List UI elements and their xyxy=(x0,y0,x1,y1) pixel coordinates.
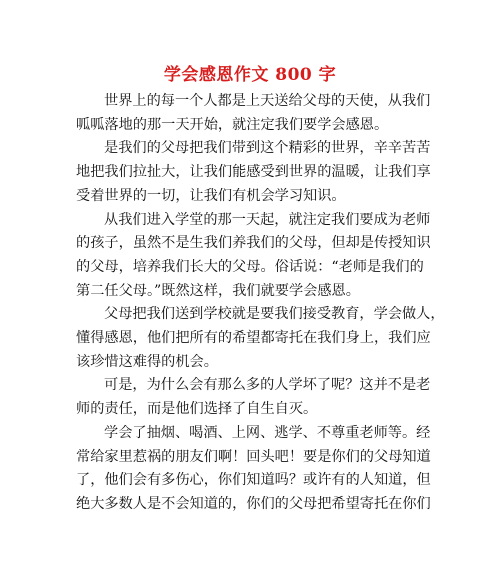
text-line: 学会了抽烟、喝酒、上网、逃学、不尊重老师等。经 xyxy=(104,424,431,441)
text-line: 地把我们拉扯大，让我们能感受到世界的温暖，让我们享 xyxy=(76,164,431,181)
text-line: 受着世界的一切，让我们有机会学习知识。 xyxy=(76,187,346,204)
text-line: 该珍惜这难得的机会。 xyxy=(76,353,218,370)
text-line: 第二任父母。”既然这样，我们就要学会感恩。 xyxy=(76,282,360,299)
text-line: 父母把我们送到学校就是要我们接受教育，学会做人， xyxy=(104,306,445,323)
document-title: 学会感恩作文 800 字 xyxy=(163,65,337,85)
text-line: 师的责任，而是他们选择了自生自灭。 xyxy=(76,401,318,418)
paragraph xyxy=(76,137,431,208)
text-line: 可是，为什么会有那么多的人学坏了呢？这并不是老 xyxy=(104,377,431,394)
text-line: 的父母，培养我们长大的父母。俗话说：“老师是我们的 xyxy=(76,258,424,275)
text-line: 懂得感恩，他们把所有的希望都寄托在我们身上，我们应 xyxy=(76,330,431,347)
text-line: 绝大多数人是不会知道的，你们的父母把希望寄托在你们 xyxy=(76,495,431,512)
paragraph xyxy=(76,209,431,304)
text-line: 是我们的父母把我们带到这个精彩的世界，辛辛苦苦 xyxy=(104,140,431,157)
paragraph xyxy=(76,303,445,374)
text-line: 了，他们会有多伤心，你们知道吗？或许有的人知道，但 xyxy=(76,472,431,489)
text-line: 常给家里惹祸的朋友们啊！回头吧！要是你们的父母知道 xyxy=(76,448,431,465)
document-body xyxy=(76,90,445,517)
paragraph xyxy=(76,90,431,137)
text-line: 从我们进入学堂的那一天起，就注定我们要成为老师 xyxy=(104,211,431,228)
paragraph xyxy=(76,374,431,421)
text-line: 的孩子，虽然不是生我们养我们的父母，但却是传授知识 xyxy=(76,235,431,252)
paragraph xyxy=(76,422,431,517)
text-line: 呱呱落地的那一天开始，就注定我们要学会感恩。 xyxy=(76,116,389,133)
text-line: 世界上的每一个人都是上天送给父母的天使，从我们 xyxy=(104,93,431,109)
